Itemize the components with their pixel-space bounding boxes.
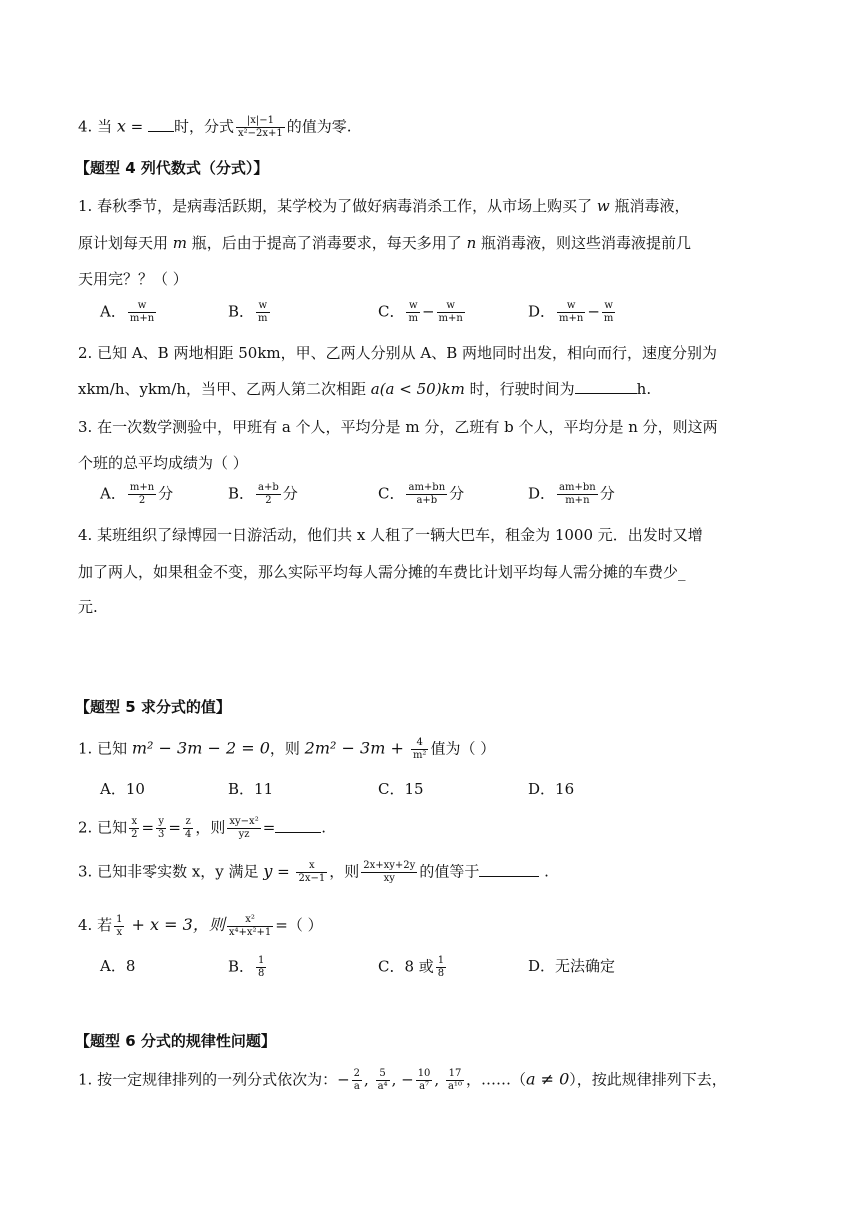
t5-q1-option-d: D．16 — [528, 780, 575, 798]
question-4-fraction-zero: 4. 当 x = 时，分式 $\frac{|x|-1}{\text{x²−2x+1}}$ 的值为零. — [78, 115, 352, 139]
t5-q4-option-c: C．8 或 $\frac{1}{8}$ — [378, 955, 445, 979]
t4-q3-option-c: C． $\frac{am+bn}{a+b}$ 分 — [378, 482, 465, 506]
t4-q3-option-b: B． $\frac{a+b}{2}$ 分 — [228, 482, 298, 506]
t4-q1-option-b: B． $\frac{w}{m}$ — [228, 300, 268, 324]
t4-q1-line1: 1. 春秋季节，是病毒活跃期，某学校为了做好病毒消杀工作，从市场上购买了 w 瓶消毒液， — [78, 197, 690, 215]
t5-q4-option-a: A．8 — [100, 957, 136, 975]
t5-q3: 3. 已知非零实数 x，y 满足 y = $\frac{x}{2x-1}$ ，则 $\frac{2x+xy+2y}{xy}$ 的值等于 . — [78, 860, 549, 884]
t4-q4-line1: 4. 某班组织了绿博园一日游活动，他们共 x 人租了一辆大巴车，租金为 1000 元．出发时又增 — [78, 526, 703, 544]
t5-q4-option-d: D．无法确定 — [528, 957, 616, 975]
t5-q1-option-a: A．10 — [100, 780, 145, 798]
t5-q4-option-b: B． $\frac{1}{8}$ — [228, 955, 265, 979]
t5-q2: 2. 已知 $\frac{x}{2}$ = $\frac{y}{3}$ = $\frac{z}{4}$ ，则 $\frac{\text{xy−x²}}{yz}$ = . — [78, 816, 327, 840]
t5-q1-option-b: B．11 — [228, 780, 274, 798]
t4-q2-line2: xkm/h、ykm/h，当甲、乙两人第二次相距 a(a < 50)km 时，行驶时间为 h. — [78, 380, 652, 398]
t4-q3-line2: 个班的总平均成绩为（ ） — [78, 454, 248, 472]
t5-q1: 1. 已知 m² − 3m − 2 = 0，则 2m² − 3m + $\frac{4}{\text{m²}}$ 值为（ ） — [78, 737, 496, 761]
answer-blank — [479, 861, 539, 877]
t4-q4-line2: 加了两人，如果租金不变，那么实际平均每人需分摊的车费比计划平均每人需分摊的车费少_ — [78, 563, 686, 581]
t4-q2-line1: 2. 已知 A、B 两地相距 50km，甲、乙两人分别从 A、B 两地同时出发，相向而行，速度分别为 — [78, 344, 718, 362]
t6-q1: 1. 按一定规律排列的一列分式依次为：− $\frac{2}{a}$ , $\frac{5}{\text{a⁴}}$ , − $\frac{10}{\text{a⁷}}$ , $\frac{17}{\text{a¹⁰}}$ ，……（a ≠ 0），按此规律排列下去， — [78, 1068, 727, 1092]
question-text: 4. 当 — [78, 117, 117, 136]
t4-q1-option-c: C． $\frac{w}{m}$ − $\frac{w}{m+n}$ — [378, 300, 463, 324]
section-heading-5: 【题型 5 求分式的值】 — [75, 698, 231, 716]
answer-blank — [148, 116, 174, 132]
answer-blank — [275, 817, 321, 833]
answer-blank — [575, 378, 637, 394]
t4-q1-line3: 天用完？？（ ） — [78, 270, 188, 288]
t5-q1-option-c: C．15 — [378, 780, 424, 798]
section-heading-4: 【题型 4 列代数式（分式）】 — [75, 159, 269, 177]
t4-q4-line3: 元. — [78, 598, 98, 616]
t4-q1-option-a: A． $\frac{w}{m+n}$ — [100, 300, 155, 324]
question-text: 时，分式 — [174, 117, 235, 136]
section-heading-6: 【题型 6 分式的规律性问题】 — [75, 1032, 276, 1050]
t5-q4: 4. 若 $\frac{1}{x}$ + x = 3，则 $\frac{\text{x²}}{\text{x⁴+x²+1}}$ =（ ） — [78, 913, 323, 938]
t4-q3-line1: 3. 在一次数学测验中，甲班有 a 个人，平均分是 m 分，乙班有 b 个人，平均分是 n 分，则这两 — [78, 418, 718, 436]
t4-q1-line2: 原计划每天用 m 瓶，后由于提高了消毒要求，每天多用了 n 瓶消毒液，则这些消毒液提前几 — [78, 234, 692, 252]
t4-q1-option-d: D． $\frac{w}{m+n}$ − $\frac{w}{m}$ — [528, 300, 614, 324]
question-text: 的值为零. — [286, 117, 352, 136]
t4-q3-option-a: A． $\frac{m+n}{2}$ 分 — [100, 482, 174, 506]
t4-q3-option-d: D． $\frac{am+bn}{m+n}$ 分 — [528, 482, 615, 506]
